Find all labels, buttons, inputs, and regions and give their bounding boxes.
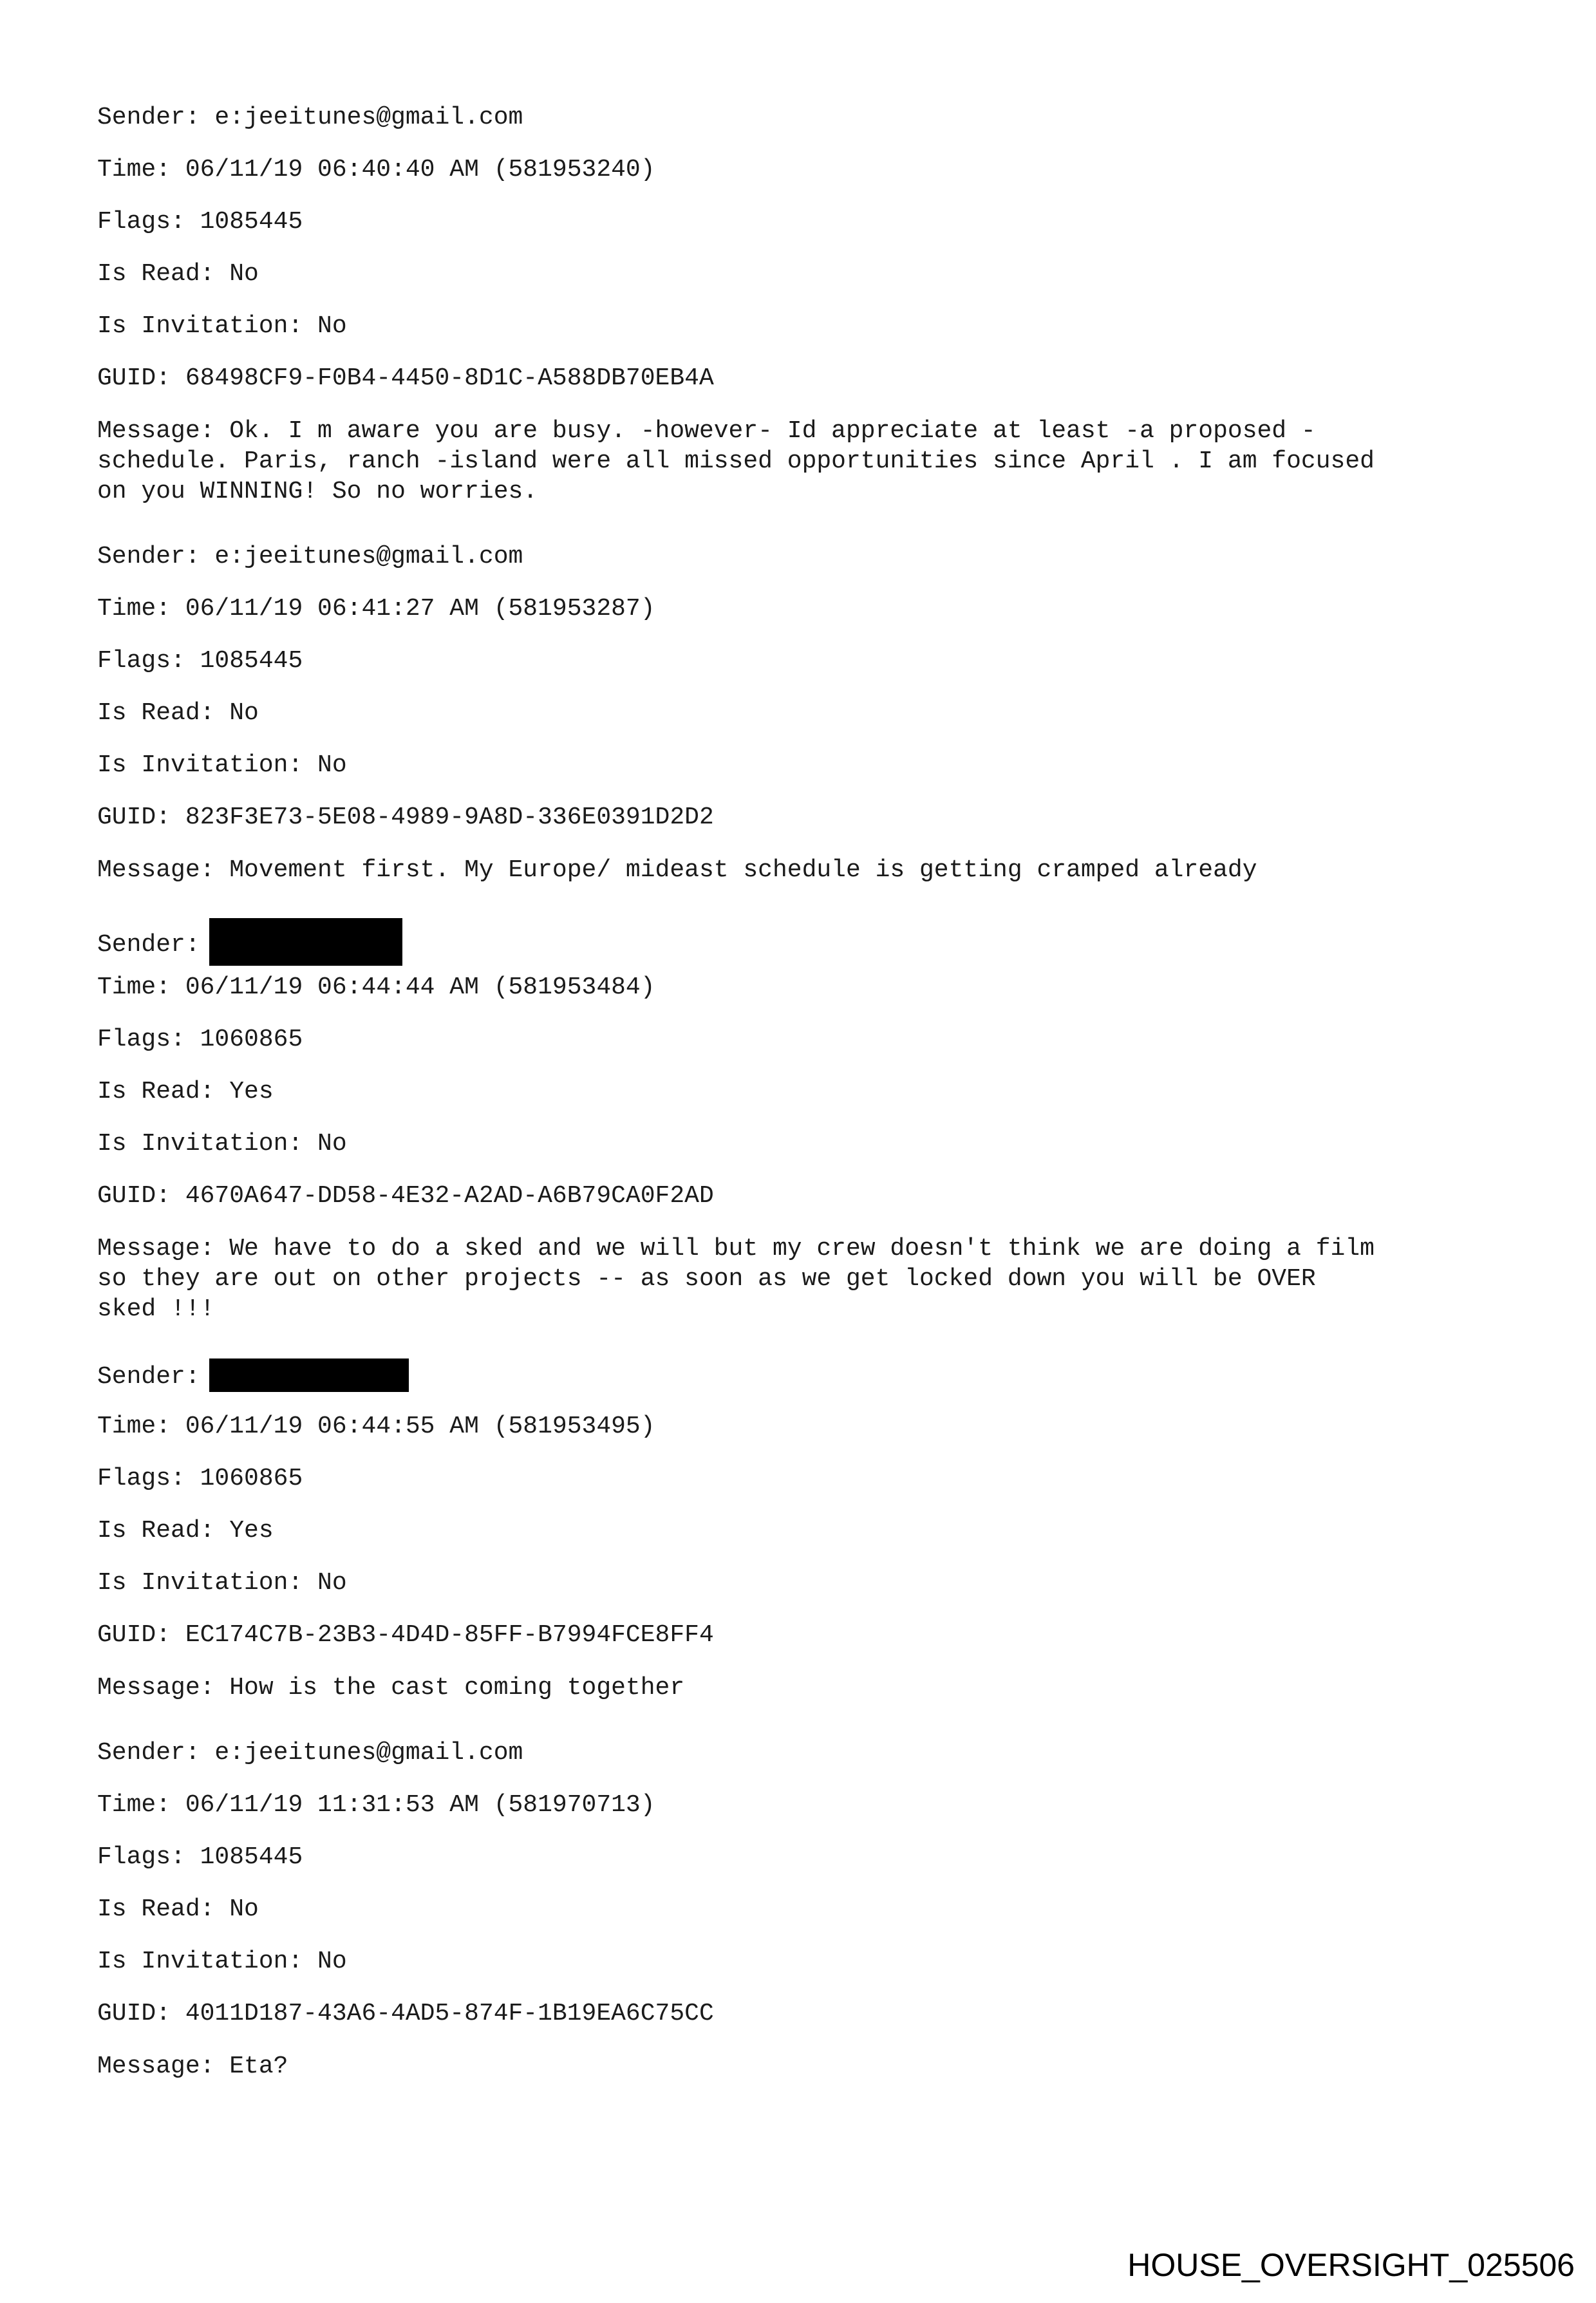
is-invitation-line: Is Invitation: No (97, 751, 347, 779)
is-invitation-line: Is Invitation: No (97, 1948, 347, 1975)
guid-line: GUID: 4670A647-DD58-4E32-A2AD-A6B79CA0F2AD (97, 1182, 714, 1210)
flags-line: Flags: 1085445 (97, 1843, 303, 1871)
sender-line (97, 1360, 1514, 1389)
time-line: Time: 06/11/19 06:40:40 AM (581953240) (97, 156, 655, 183)
message-log (97, 103, 1514, 2117)
guid-line: GUID: 823F3E73-5E08-4989-9A8D-336E0391D2D2 (97, 804, 714, 831)
message-record (97, 542, 1514, 885)
redaction-box (209, 1358, 409, 1392)
sender-line: Sender: e:jeeitunes@gmail.com (97, 104, 523, 131)
is-read-line: Is Read: Yes (97, 1078, 274, 1105)
sender-label: Sender: (97, 931, 200, 959)
flags-line: Flags: 1085445 (97, 208, 303, 236)
is-read-line: Is Read: No (97, 1895, 259, 1923)
time-line: Time: 06/11/19 11:31:53 AM (581970713) (97, 1791, 655, 1819)
message-text: Message: Eta? (97, 2053, 288, 2080)
message-text: Message: How is the cast coming together (97, 1674, 685, 1702)
message-record (97, 1360, 1514, 1703)
bates-number: HOUSE_OVERSIGHT_025506 (1127, 2247, 1575, 2283)
message-text: Message: Ok. I m aware you are busy. -however- Id appreciate at least -a proposed - schedule. Paris, ranch -island were all missed opportunities since April . I am focused on you WINNING! So no worries. (97, 417, 1375, 505)
guid-line: GUID: 4011D187-43A6-4AD5-874F-1B19EA6C75CC (97, 2000, 714, 2027)
sender-label: Sender: (97, 1363, 200, 1391)
message-text: Message: Movement first. My Europe/ mideast schedule is getting cramped already (97, 856, 1257, 884)
time-line: Time: 06/11/19 06:44:44 AM (581953484) (97, 973, 655, 1001)
flags-line: Flags: 1085445 (97, 647, 303, 675)
sender-line (97, 921, 1514, 959)
is-read-line: Is Read: No (97, 699, 259, 727)
guid-line: GUID: EC174C7B-23B3-4D4D-85FF-B7994FCE8FF4 (97, 1621, 714, 1649)
message-record (97, 921, 1514, 1324)
redaction-box (209, 918, 402, 966)
is-read-line: Is Read: Yes (97, 1517, 274, 1545)
message-record (97, 1738, 1514, 2082)
guid-line: GUID: 68498CF9-F0B4-4450-8D1C-A588DB70EB4A (97, 364, 714, 392)
is-invitation-line: Is Invitation: No (97, 312, 347, 340)
message-text: Message: We have to do a sked and we will but my crew doesn't think we are doing a film so they are out on other projects -- as soon as we get locked down you will be OVER sked !!! (97, 1235, 1375, 1323)
sender-line: Sender: e:jeeitunes@gmail.com (97, 1739, 523, 1767)
time-line: Time: 06/11/19 06:44:55 AM (581953495) (97, 1413, 655, 1440)
message-record (97, 103, 1514, 507)
flags-line: Flags: 1060865 (97, 1465, 303, 1492)
sender-line: Sender: e:jeeitunes@gmail.com (97, 543, 523, 570)
flags-line: Flags: 1060865 (97, 1026, 303, 1053)
is-invitation-line: Is Invitation: No (97, 1130, 347, 1158)
time-line: Time: 06/11/19 06:41:27 AM (581953287) (97, 595, 655, 623)
is-read-line: Is Read: No (97, 260, 259, 288)
is-invitation-line: Is Invitation: No (97, 1569, 347, 1597)
